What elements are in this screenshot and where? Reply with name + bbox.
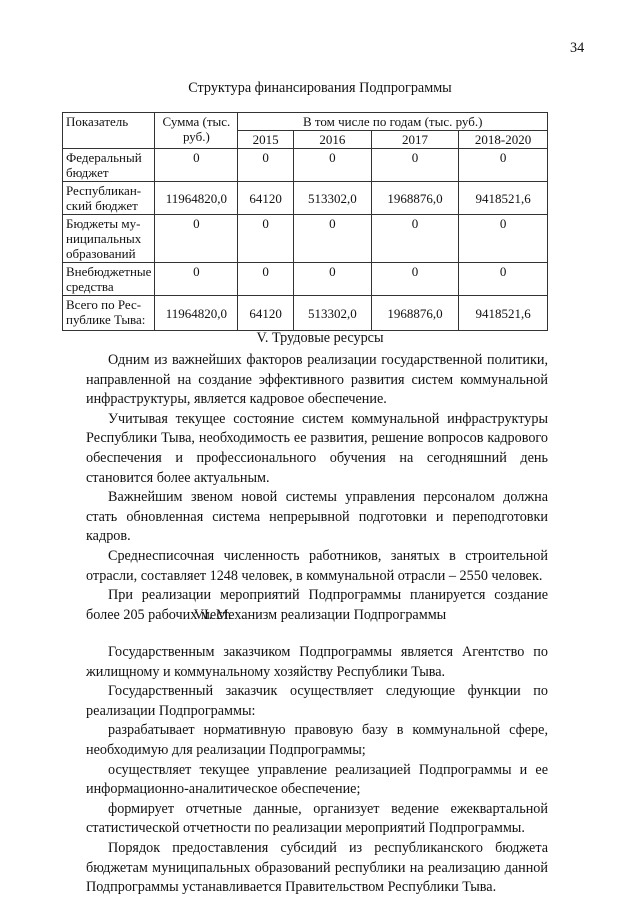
paragraph: Государственным заказчиком Подпрограммы является Агентство по жилищному и коммунальному хозяйству Республики Тыва. xyxy=(86,644,548,680)
paragraph: Порядок предоставления субсидий из республиканского бюджета бюджетам муниципальных образований республики на реализацию данной Подпрограммы устанавливается Правительством Республики Тыва. xyxy=(86,839,548,896)
cell-value: 513302,0 xyxy=(293,296,371,331)
cell-value: 0 xyxy=(459,263,548,296)
financing-table xyxy=(62,112,548,331)
row-label: Федеральный бюджет xyxy=(63,149,155,182)
cell-value: 64120 xyxy=(238,296,293,331)
row-label: Республикан-ский бюджет xyxy=(63,182,155,215)
cell-sum: 11964820,0 xyxy=(155,182,238,215)
cell-value: 1968876,0 xyxy=(371,296,458,331)
paragraph: Одним из важнейших факторов реализации государственной политики, направленной на создание эффективного развития систем коммунальной инфраструктуры, является кадровое обеспечение. xyxy=(86,352,548,408)
header-year: 2018-2020 xyxy=(459,131,548,149)
cell-value: 0 xyxy=(238,263,293,296)
paragraph: формирует отчетные данные, организует ведение ежеквартальной статистической отчетности по реализации мероприятий Подпрограммы. xyxy=(86,800,548,837)
cell-sum: 0 xyxy=(155,263,238,296)
table-row xyxy=(63,263,548,296)
row-label: Всего по Рес-публике Тыва: xyxy=(63,296,155,331)
table-row xyxy=(63,149,548,182)
table-row xyxy=(63,182,548,215)
section-5-heading: V. Трудовые ресурсы xyxy=(256,330,384,346)
cell-value: 0 xyxy=(293,263,371,296)
cell-value: 0 xyxy=(238,215,293,263)
table-row xyxy=(63,296,548,331)
paragraph: Важнейшим звеном новой системы управления персоналом должна стать обновленная система непрерывной подготовки и переподготовки кадров. xyxy=(86,489,548,545)
header-year: 2015 xyxy=(238,131,293,149)
cell-value: 0 xyxy=(459,215,548,263)
page-number: 34 xyxy=(570,40,585,56)
row-label: Внебюджетные средства xyxy=(63,263,155,296)
section-6-body xyxy=(86,643,548,898)
cell-value: 0 xyxy=(371,263,458,296)
paragraph: При реализации мероприятий Подпрограммы планируется создание более 205 рабочих мест. xyxy=(86,587,548,623)
cell-value: 0 xyxy=(371,149,458,182)
paragraph: Государственный заказчик осуществляет следующие функции по реализации Подпрограммы: xyxy=(86,683,548,719)
paragraph: осуществляет текущее управление реализацией Подпрограммы и ее информационно-аналитическое обеспечение; xyxy=(86,761,548,798)
header-indicator: Показатель xyxy=(63,113,155,149)
paragraph: разрабатывает нормативную правовую базу в коммунальной сфере, необходимую для реализации Подпрограммы; xyxy=(86,722,548,758)
header-year: 2016 xyxy=(293,131,371,149)
paragraph: Учитывая текущее состояние систем коммунальной инфраструктуры Республики Тыва, необходимость ее развития, решение вопросов кадрового обеспечения и профессионального обучения на сегодняшний день становится более актуальным. xyxy=(86,410,548,486)
cell-value: 9418521,6 xyxy=(459,296,548,331)
cell-value: 513302,0 xyxy=(293,182,371,215)
cell-value: 0 xyxy=(238,149,293,182)
table-title: Структура финансирования Подпрограммы xyxy=(188,80,452,96)
cell-value: 1968876,0 xyxy=(371,182,458,215)
header-sum: Сумма (тыс. руб.) xyxy=(155,113,238,149)
table-row xyxy=(63,215,548,263)
cell-value: 0 xyxy=(293,215,371,263)
cell-value: 64120 xyxy=(238,182,293,215)
header-year: 2017 xyxy=(371,131,458,149)
section-5-body xyxy=(86,351,548,625)
cell-value: 0 xyxy=(459,149,548,182)
cell-value: 0 xyxy=(293,149,371,182)
cell-sum: 0 xyxy=(155,149,238,182)
row-label: Бюджеты му-ниципальных образований xyxy=(63,215,155,263)
header-years: В том числе по годам (тыс. руб.) xyxy=(238,113,548,131)
cell-value: 9418521,6 xyxy=(459,182,548,215)
paragraph: Среднесписочная численность работников, занятых в строительной отрасли, составляет 1248 человек, в коммунальной отрасли – 2550 человек. xyxy=(86,547,548,584)
cell-sum: 0 xyxy=(155,215,238,263)
section-6-heading: VI. Механизм реализации Подпрограммы xyxy=(193,607,447,623)
cell-sum: 11964820,0 xyxy=(155,296,238,331)
cell-value: 0 xyxy=(371,215,458,263)
